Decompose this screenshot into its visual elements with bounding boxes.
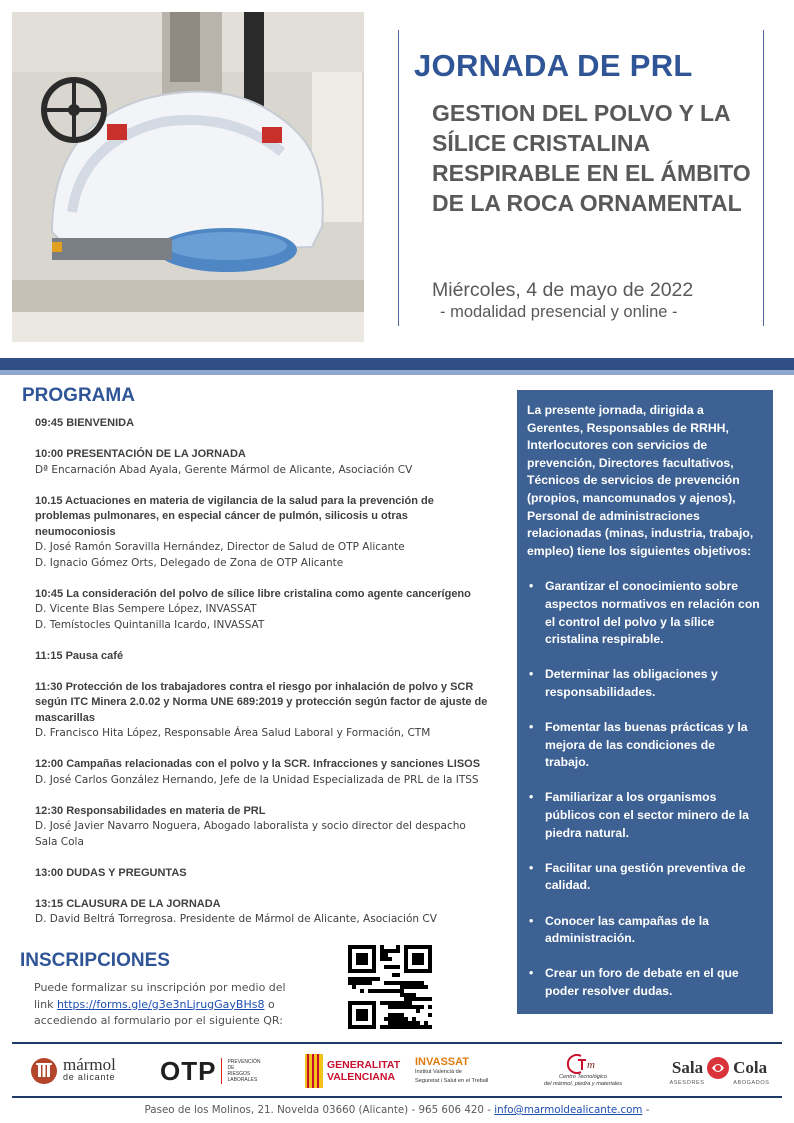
objective-item <box>527 965 761 1000</box>
objective-text: Fomentar las buenas prácticas y la mejora de las condiciones de trabajo. <box>545 720 748 770</box>
program-item-speaker: D. José Ramón Soravilla Hernández, Director de Salud de OTP Alicante <box>35 541 405 553</box>
bullet-icon: • <box>529 667 534 682</box>
program-item <box>35 897 490 928</box>
objectives-panel <box>517 390 773 1014</box>
objective-text: Crear un foro de debate en el que poder resolver dudas. <box>545 966 739 998</box>
bullet-icon: • <box>529 790 534 805</box>
program-item <box>35 494 490 572</box>
invassat-logo-name: INVASSAT <box>415 1056 469 1068</box>
ctm-sub-line: Centro Tecnológico <box>559 1074 607 1080</box>
salacola-emblem-icon <box>706 1056 730 1080</box>
objective-item <box>527 578 761 648</box>
program-item <box>35 866 490 882</box>
program-item <box>35 757 490 788</box>
logos-bottom-rule <box>12 1096 782 1098</box>
footer-email-link[interactable]: info@marmoldealicante.com <box>494 1104 643 1116</box>
program-item <box>35 416 490 432</box>
event-date: Miércoles, 4 de mayo de 2022 <box>432 279 694 301</box>
program-item-speaker: D. Vicente Blas Sempere López, INVASSAT <box>35 603 257 615</box>
program-item <box>35 447 490 478</box>
program-item-title: 10:45 La consideración del polvo de sílice libre cristalina como agente cancerígeno <box>35 587 471 600</box>
program-item-speaker: D. Temístocles Quintanilla Icardo, INVASSAT <box>35 618 265 631</box>
marmol-logo-name: mármol <box>63 1055 116 1074</box>
footer-trail: - <box>642 1104 650 1116</box>
program-item-title: 11:15 Pausa café <box>35 649 124 662</box>
svg-text:m: m <box>587 1059 595 1071</box>
gva-logo-line1: GENERALITAT <box>327 1059 401 1071</box>
program-item-title: 10.15 Actuaciones en materia de vigilancia de la salud para la prevención de problemas pulmonares, en especial cáncer de pulmón, silicosis u otras neumoconiosis <box>35 494 434 538</box>
program-item <box>35 680 490 742</box>
salacola-sub-left: ASESORES <box>669 1080 705 1086</box>
objective-item <box>527 913 761 948</box>
logo-ctm <box>538 1048 628 1094</box>
program-item-speaker: D. Ignacio Gómez Orts, Delegado de Zona de OTP Alicante <box>35 556 344 569</box>
page-title: JORNADA DE PRL <box>414 48 693 83</box>
logo-otp <box>160 1048 270 1094</box>
logo-generalitat-valenciana <box>305 1048 405 1094</box>
header-left-rule <box>398 30 399 326</box>
logo-marmol-de-alicante <box>30 1048 130 1094</box>
salacola-left: Sala <box>671 1058 704 1077</box>
otp-logo-sub <box>227 1059 260 1083</box>
program-item-title: 09:45 BIENVENIDA <box>35 417 135 429</box>
otp-logo-name: OTP <box>160 1055 217 1086</box>
logos-top-rule <box>12 1042 782 1044</box>
programa-heading: PROGRAMA <box>22 385 135 406</box>
divider-band <box>0 358 794 370</box>
gva-emblem-icon <box>305 1054 323 1088</box>
stone-saw-illustration <box>12 12 364 342</box>
logo-invassat <box>415 1048 525 1094</box>
bullet-icon: • <box>529 579 534 594</box>
ctm-emblem-icon <box>567 1054 599 1074</box>
inscripciones-text <box>34 980 289 1030</box>
objective-text: Facilitar una gestión preventiva de calidad. <box>545 860 746 893</box>
program-item-title: 12:00 Campañas relacionadas con el polvo y la SCR. Infracciones y sanciones LISOS <box>35 758 481 770</box>
salacola-right: Cola <box>733 1058 768 1077</box>
otp-sub-line: RIESGOS <box>227 1071 251 1077</box>
program-item-title: 12:30 Responsabilidades en materia de PRL <box>35 804 266 817</box>
header-photo <box>12 12 364 342</box>
registration-link[interactable]: https://forms.gle/g3e3nLjrugGayBHs8 <box>56 997 265 1011</box>
bullet-icon: • <box>529 913 534 928</box>
salacola-sub-right: ABOGADOS <box>733 1080 770 1086</box>
program-item-speaker: D. David Beltrá Torregrosa. Presidente de Mármol de Alicante, Asociación CV <box>35 913 437 925</box>
footer <box>0 1104 794 1116</box>
program-item <box>35 587 490 634</box>
program-item-title: 13:15 CLAUSURA DE LA JORNADA <box>35 897 221 910</box>
inscripciones-text-after: o accediendo al formulario por el siguiente QR: <box>34 997 283 1027</box>
marmol-logo-sub: de alicante <box>63 1072 116 1082</box>
program-item-title: 11:30 Protección de los trabajadores contra el riesgo por inhalación de polvo y SCR según ITC Minera 2.0.02 y Norma UNE 689:2019 y protección según factor de ajuste de mascarillas <box>35 680 488 724</box>
objective-item <box>527 719 761 772</box>
gva-logo-line2: VALENCIANA <box>327 1071 396 1083</box>
objective-item <box>527 789 761 842</box>
inscripciones-heading: INSCRIPCIONES <box>20 950 170 971</box>
objective-item <box>527 860 761 895</box>
program-item <box>35 804 490 851</box>
program-item-speaker: Dª Encarnación Abad Ayala, Gerente Mármol de Alicante, Asociación CV <box>35 463 413 476</box>
program-item-title: 13:00 DUDAS Y PREGUNTAS <box>35 866 187 879</box>
marmol-emblem-icon <box>30 1057 58 1085</box>
otp-logo-divider <box>221 1058 222 1084</box>
objectives-list <box>527 578 761 1000</box>
objective-text: Determinar las obligaciones y responsabilidades. <box>545 667 718 699</box>
inscripciones-text-before: Puede formalizar su inscripción por medio del link <box>34 981 286 1011</box>
program-item-title: 10:00 PRESENTACIÓN DE LA JORNADA <box>35 448 246 460</box>
bullet-icon: • <box>529 720 534 735</box>
logo-sala-cola <box>662 1048 777 1094</box>
program-item-speaker: D. Francisco Hita López, Responsable Área Salud Laboral y Formación, CTM <box>35 727 431 739</box>
objective-text: Conocer las campañas de la administración. <box>545 913 709 946</box>
ctm-sub-line: del mármol, piedra y materiales <box>543 1081 623 1087</box>
invassat-sub-line: Institut Valencià de <box>415 1069 462 1075</box>
registration-qr-code[interactable] <box>348 945 432 1029</box>
program-list <box>35 416 490 943</box>
program-item-speaker: D. José Carlos González Hernando, Jefe de la Unidad Especializada de PRL de la ITSS <box>35 773 479 786</box>
program-item-speaker: D. José Javier Navarro Noguera, Abogado laboralista y socio director del despacho Sala Cola <box>35 820 466 848</box>
bullet-icon: • <box>529 860 534 875</box>
otp-sub-line: LABORALES <box>227 1077 258 1083</box>
objective-text: Familiarizar a los organismos públicos con el sector minero de la piedra natural. <box>545 790 749 840</box>
otp-sub-line: DE <box>227 1065 235 1071</box>
page-subtitle: GESTION DEL POLVO Y LA SÍLICE CRISTALINA RESPIRABLE EN EL ÁMBITO DE LA ROCA ORNAMENTAL <box>432 100 751 216</box>
objective-text: Garantizar el conocimiento sobre aspectos normativos en relación con el control del polvo y la sílice cristalina respirable. <box>545 579 760 647</box>
divider-band-light <box>0 370 794 375</box>
program-item <box>35 649 490 665</box>
invassat-sub-line: Seguretat i Salut en el Treball <box>415 1078 489 1084</box>
bullet-icon: • <box>529 966 534 981</box>
otp-sub-line: PREVENCIÓN <box>227 1059 261 1065</box>
header-right-rule <box>763 30 764 326</box>
objectives-intro: La presente jornada, dirigida a Gerentes, Responsables de RRHH, Interlocutores con servicios de prevención, Directores facultativos, Técnicos de servicios de prevención (propios, mancomunados y ajenos), Personal de administraciones relacionadas (minas, industria, trabajo, empleo) tiene los siguientes objetivos: <box>527 403 754 558</box>
objective-item <box>527 666 761 701</box>
footer-address: Paseo de los Molinos, 21. Novelda 03660 (Alicante) - 965 606 420 - <box>144 1104 495 1116</box>
event-modality: - modalidad presencial y online - <box>440 303 678 321</box>
